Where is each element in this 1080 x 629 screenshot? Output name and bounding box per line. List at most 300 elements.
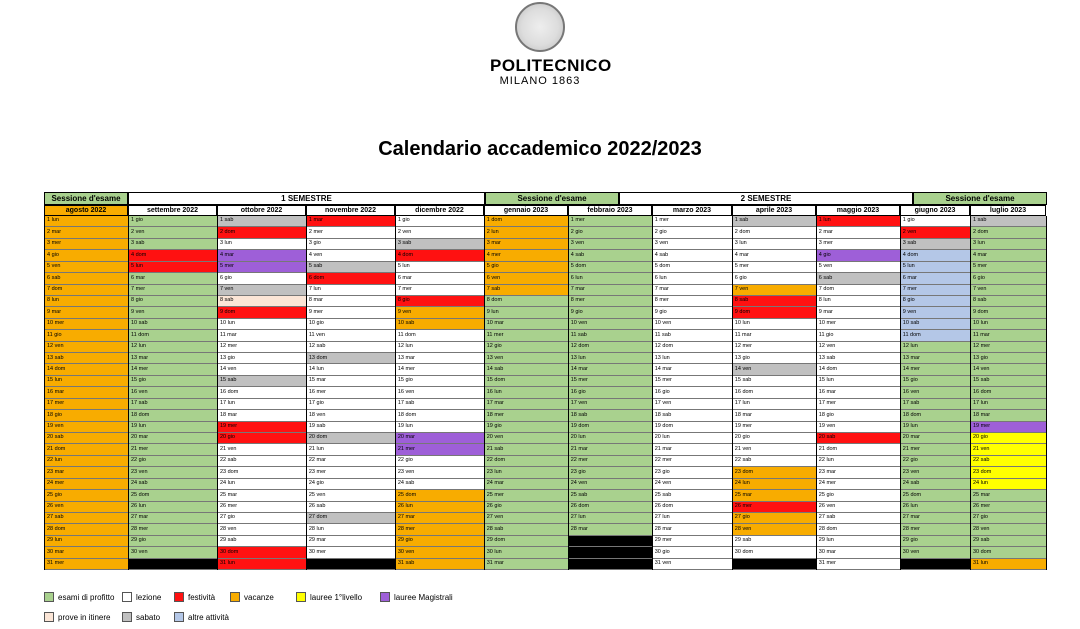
day-cell: 1 gio — [396, 216, 484, 227]
day-cell: 8 lun — [817, 296, 900, 307]
day-cell: 17 gio — [307, 399, 395, 410]
day-cell: 13 sab — [817, 353, 900, 364]
day-cell: 22 sab — [218, 456, 306, 467]
day-cell: 9 ven — [129, 307, 217, 318]
day-cell: 10 mar — [485, 319, 568, 330]
day-cell: 4 gio — [817, 250, 900, 261]
day-cell: 15 sab — [218, 376, 306, 387]
day-cell: 11 sab — [653, 330, 732, 341]
day-cell: 27 lun — [653, 513, 732, 524]
month-column — [306, 216, 395, 570]
day-cell: 10 lun — [971, 319, 1046, 330]
page-title: Calendario accademico 2022/2023 — [378, 138, 702, 160]
day-cell: 17 ven — [569, 399, 652, 410]
legend-swatch — [174, 612, 184, 622]
day-cell: 19 dom — [653, 422, 732, 433]
day-cell: 22 sab — [971, 456, 1046, 467]
day-cell: 12 mer — [971, 342, 1046, 353]
day-cell: 2 gio — [569, 227, 652, 238]
brand-name: POLITECNICO — [490, 56, 612, 75]
day-cell: 21 mer — [396, 444, 484, 455]
day-cell: 5 dom — [569, 262, 652, 273]
day-cell: 6 gio — [218, 273, 306, 284]
day-cell: 24 mer — [45, 479, 128, 490]
day-cell: 3 ven — [569, 239, 652, 250]
day-cell: 13 dom — [307, 353, 395, 364]
day-cell: 29 gio — [396, 536, 484, 547]
day-cell: 11 dom — [901, 330, 970, 341]
day-cell: 9 ven — [901, 307, 970, 318]
day-cell: 23 ven — [901, 467, 970, 478]
day-cell: 17 mar — [485, 399, 568, 410]
day-cell: 25 gio — [45, 490, 128, 501]
month-column — [395, 216, 484, 570]
day-cell: 11 dom — [396, 330, 484, 341]
day-cell: 24 lun — [733, 479, 816, 490]
day-cell: 19 sab — [307, 422, 395, 433]
day-cell: 11 mar — [971, 330, 1046, 341]
day-cell: 22 gio — [901, 456, 970, 467]
day-cell: 1 sab — [218, 216, 306, 227]
day-cell: 22 dom — [485, 456, 568, 467]
day-cell: 15 mer — [653, 376, 732, 387]
legend-swatch — [380, 592, 390, 602]
day-cell: 13 mar — [129, 353, 217, 364]
day-cell: 26 mer — [733, 502, 816, 513]
day-cell: 9 lun — [485, 307, 568, 318]
day-cell: 12 dom — [569, 342, 652, 353]
day-cell: 29 dom — [485, 536, 568, 547]
day-cell: 20 ven — [485, 433, 568, 444]
day-cell: 7 sab — [485, 285, 568, 296]
day-cell: 17 sab — [129, 399, 217, 410]
day-cell: 18 dom — [396, 410, 484, 421]
day-cell: 12 sab — [307, 342, 395, 353]
day-cell: 10 sab — [129, 319, 217, 330]
day-cell: 13 gio — [218, 353, 306, 364]
day-cell: 14 mer — [129, 364, 217, 375]
day-cell: 6 mar — [129, 273, 217, 284]
empty-cell — [733, 559, 816, 570]
day-cell: 13 gio — [733, 353, 816, 364]
day-cell: 18 mer — [485, 410, 568, 421]
day-cell: 8 sab — [733, 296, 816, 307]
day-cell: 10 sab — [396, 319, 484, 330]
day-cell: 23 dom — [218, 467, 306, 478]
day-cell: 4 mer — [485, 250, 568, 261]
day-cell: 4 sab — [653, 250, 732, 261]
day-cell: 9 mer — [307, 307, 395, 318]
day-cell: 29 mar — [307, 536, 395, 547]
day-cell: 5 ven — [45, 262, 128, 273]
legend-item — [296, 592, 362, 602]
day-cell: 1 gio — [129, 216, 217, 227]
day-cell: 28 ven — [971, 524, 1046, 535]
day-cell: 27 gio — [733, 513, 816, 524]
day-cell: 21 ven — [218, 444, 306, 455]
empty-cell — [569, 559, 652, 570]
day-cell: 15 gio — [396, 376, 484, 387]
day-cell: 21 mar — [569, 444, 652, 455]
legend-swatch — [230, 592, 240, 602]
day-cell: 15 lun — [45, 376, 128, 387]
day-cell: 24 mer — [817, 479, 900, 490]
day-cell: 22 mer — [653, 456, 732, 467]
day-cell: 19 mer — [971, 422, 1046, 433]
day-cell: 13 lun — [569, 353, 652, 364]
month-column — [217, 216, 306, 570]
day-cell: 10 mer — [45, 319, 128, 330]
day-cell: 13 ven — [485, 353, 568, 364]
day-cell: 2 ven — [396, 227, 484, 238]
day-cell: 17 lun — [733, 399, 816, 410]
month-column — [44, 216, 128, 570]
day-cell: 18 ven — [307, 410, 395, 421]
day-cell: 7 mar — [653, 285, 732, 296]
day-cell: 2 ven — [129, 227, 217, 238]
day-cell: 21 mar — [653, 444, 732, 455]
day-cell: 15 lun — [817, 376, 900, 387]
day-cell: 14 dom — [817, 364, 900, 375]
day-cell: 18 dom — [129, 410, 217, 421]
day-cell: 6 sab — [817, 273, 900, 284]
legend-item — [44, 612, 110, 622]
day-cell: 21 sab — [485, 444, 568, 455]
day-cell: 14 lun — [307, 364, 395, 375]
day-cell: 10 gio — [307, 319, 395, 330]
day-cell: 4 dom — [901, 250, 970, 261]
day-cell: 23 mer — [307, 467, 395, 478]
day-cell: 9 mar — [817, 307, 900, 318]
day-cell: 7 mar — [569, 285, 652, 296]
day-cell: 25 sab — [569, 490, 652, 501]
legend-label: vacanze — [244, 592, 274, 602]
legend-label: prove in itinere — [58, 612, 111, 622]
day-cell: 21 dom — [817, 444, 900, 455]
day-cell: 4 sab — [569, 250, 652, 261]
day-cell: 22 mar — [307, 456, 395, 467]
day-cell: 16 gio — [569, 387, 652, 398]
month-header: luglio 2023 — [970, 205, 1046, 216]
day-cell: 12 lun — [129, 342, 217, 353]
day-cell: 9 ven — [396, 307, 484, 318]
day-cell: 13 sab — [45, 353, 128, 364]
day-cell: 10 lun — [733, 319, 816, 330]
day-cell: 7 lun — [307, 285, 395, 296]
day-cell: 15 mar — [307, 376, 395, 387]
day-cell: 22 lun — [817, 456, 900, 467]
month-column — [900, 216, 970, 570]
day-cell: 25 gio — [817, 490, 900, 501]
legend-label: festività — [188, 592, 216, 602]
day-cell: 25 mar — [733, 490, 816, 501]
day-cell: 29 lun — [45, 536, 128, 547]
day-cell: 17 mer — [45, 399, 128, 410]
day-cell: 12 lun — [901, 342, 970, 353]
day-cell: 7 mer — [396, 285, 484, 296]
day-cell: 25 mer — [485, 490, 568, 501]
day-cell: 6 lun — [653, 273, 732, 284]
day-cell: 3 ven — [653, 239, 732, 250]
day-cell: 1 gio — [901, 216, 970, 227]
day-cell: 8 dom — [485, 296, 568, 307]
legend-label: lauree Magistrali — [394, 592, 453, 602]
day-cell: 24 sab — [396, 479, 484, 490]
day-cell: 17 sab — [901, 399, 970, 410]
day-cell: 22 sab — [733, 456, 816, 467]
legend-swatch — [44, 612, 54, 622]
day-cell: 28 dom — [45, 524, 128, 535]
month-column — [970, 216, 1047, 570]
day-cell: 12 mer — [218, 342, 306, 353]
day-cell: 25 sab — [653, 490, 732, 501]
day-cell: 14 mar — [569, 364, 652, 375]
day-cell: 31 sab — [396, 559, 484, 570]
day-cell: 16 gio — [653, 387, 732, 398]
day-cell: 16 mar — [45, 387, 128, 398]
semester-header-row — [44, 192, 1047, 205]
legend-swatch — [174, 592, 184, 602]
legend-item — [122, 612, 160, 622]
day-cell: 26 ven — [817, 502, 900, 513]
legend-swatch — [296, 592, 306, 602]
day-cell: 6 mar — [901, 273, 970, 284]
day-cell: 8 gio — [396, 296, 484, 307]
empty-cell — [307, 559, 395, 570]
day-cell: 24 lun — [971, 479, 1046, 490]
day-cell: 26 dom — [569, 502, 652, 513]
empty-cell — [569, 547, 652, 558]
day-cell: 14 dom — [45, 364, 128, 375]
day-cell: 4 mar — [733, 250, 816, 261]
day-cell: 5 sab — [307, 262, 395, 273]
day-cell: 8 lun — [45, 296, 128, 307]
day-cell: 13 lun — [653, 353, 732, 364]
legend-label: esami di profitto — [58, 592, 115, 602]
semester-2-header: 2 SEMESTRE — [619, 192, 913, 205]
month-column — [732, 216, 816, 570]
day-cell: 26 mer — [218, 502, 306, 513]
day-cell: 2 mar — [45, 227, 128, 238]
day-cell: 2 dom — [971, 227, 1046, 238]
day-cell: 27 sab — [817, 513, 900, 524]
day-cell: 14 ven — [218, 364, 306, 375]
day-cell: 27 mar — [901, 513, 970, 524]
day-cell: 1 mer — [569, 216, 652, 227]
day-cell: 12 mer — [733, 342, 816, 353]
day-cell: 4 mar — [971, 250, 1046, 261]
day-cell: 10 lun — [218, 319, 306, 330]
day-cell: 6 gio — [733, 273, 816, 284]
day-cell: 23 mar — [45, 467, 128, 478]
day-cell: 30 ven — [901, 547, 970, 558]
day-cell: 24 gio — [307, 479, 395, 490]
day-cell: 16 lun — [485, 387, 568, 398]
day-cell: 25 mar — [971, 490, 1046, 501]
day-cell: 3 mer — [817, 239, 900, 250]
day-cell: 13 mar — [396, 353, 484, 364]
day-cell: 30 gio — [653, 547, 732, 558]
day-cell: 29 gio — [901, 536, 970, 547]
day-cell: 11 gio — [45, 330, 128, 341]
day-cell: 7 dom — [45, 285, 128, 296]
day-cell: 5 ven — [817, 262, 900, 273]
brand-subtitle: MILANO 1863 — [499, 75, 581, 87]
legend-item — [380, 592, 453, 602]
day-cell: 24 sab — [901, 479, 970, 490]
day-cell: 1 lun — [45, 216, 128, 227]
day-cell: 13 mar — [901, 353, 970, 364]
day-cell: 30 mar — [45, 547, 128, 558]
day-cell: 2 dom — [733, 227, 816, 238]
day-cell: 17 ven — [653, 399, 732, 410]
day-cell: 19 lun — [396, 422, 484, 433]
day-cell: 6 mar — [396, 273, 484, 284]
day-cell: 17 sab — [396, 399, 484, 410]
day-cell: 24 mar — [485, 479, 568, 490]
day-cell: 28 sab — [485, 524, 568, 535]
day-cell: 29 mer — [653, 536, 732, 547]
day-cell: 8 gio — [901, 296, 970, 307]
legend-swatch — [44, 592, 54, 602]
day-cell: 14 mer — [901, 364, 970, 375]
legend-label: lezione — [136, 592, 162, 602]
day-cell: 30 mar — [817, 547, 900, 558]
day-cell: 6 gio — [971, 273, 1046, 284]
day-cell: 4 gio — [45, 250, 128, 261]
day-cell: 16 dom — [733, 387, 816, 398]
day-cell: 18 dom — [901, 410, 970, 421]
day-cell: 23 mar — [817, 467, 900, 478]
month-header: dicembre 2022 — [395, 205, 484, 216]
day-cell: 25 ven — [307, 490, 395, 501]
day-cell: 10 ven — [569, 319, 652, 330]
day-cell: 30 mer — [307, 547, 395, 558]
day-cell: 23 gio — [569, 467, 652, 478]
day-cell: 30 lun — [485, 547, 568, 558]
day-cell: 5 mer — [971, 262, 1046, 273]
day-cell: 8 mer — [653, 296, 732, 307]
day-cell: 28 mar — [569, 524, 652, 535]
day-cell: 9 gio — [569, 307, 652, 318]
day-cell: 22 gio — [129, 456, 217, 467]
day-cell: 10 mer — [817, 319, 900, 330]
day-cell: 24 ven — [569, 479, 652, 490]
day-cell: 23 dom — [971, 467, 1046, 478]
day-cell: 27 gio — [971, 513, 1046, 524]
calendar-grid — [44, 216, 1047, 570]
day-cell: 11 mar — [733, 330, 816, 341]
month-header: settembre 2022 — [128, 205, 217, 216]
day-cell: 5 lun — [396, 262, 484, 273]
day-cell: 30 dom — [971, 547, 1046, 558]
day-cell: 24 ven — [653, 479, 732, 490]
day-cell: 19 ven — [45, 422, 128, 433]
day-cell: 21 ven — [971, 444, 1046, 455]
day-cell: 31 lun — [971, 559, 1046, 570]
day-cell: 3 sab — [396, 239, 484, 250]
day-cell: 28 mer — [901, 524, 970, 535]
day-cell: 18 sab — [569, 410, 652, 421]
day-cell: 15 gio — [129, 376, 217, 387]
day-cell: 16 ven — [901, 387, 970, 398]
day-cell: 2 mar — [817, 227, 900, 238]
day-cell: 3 mar — [485, 239, 568, 250]
legend-item — [122, 592, 161, 602]
day-cell: 19 mer — [733, 422, 816, 433]
legend-item — [230, 592, 274, 602]
day-cell: 1 sab — [733, 216, 816, 227]
day-cell: 8 sab — [971, 296, 1046, 307]
day-cell: 9 mar — [45, 307, 128, 318]
day-cell: 23 ven — [129, 467, 217, 478]
day-cell: 5 mer — [733, 262, 816, 273]
day-cell: 3 lun — [218, 239, 306, 250]
day-cell: 15 sab — [733, 376, 816, 387]
day-cell: 7 dom — [817, 285, 900, 296]
day-cell: 21 mer — [901, 444, 970, 455]
month-header-row — [44, 205, 1047, 216]
day-cell: 16 dom — [971, 387, 1046, 398]
day-cell: 16 ven — [396, 387, 484, 398]
day-cell: 7 mer — [901, 285, 970, 296]
month-header: febbraio 2023 — [568, 205, 652, 216]
day-cell: 19 lun — [129, 422, 217, 433]
day-cell: 18 mar — [971, 410, 1046, 421]
day-cell: 16 mar — [817, 387, 900, 398]
legend-swatch — [122, 612, 132, 622]
day-cell: 20 sab — [817, 433, 900, 444]
day-cell: 1 sab — [971, 216, 1046, 227]
day-cell: 26 sab — [307, 502, 395, 513]
day-cell: 16 mer — [307, 387, 395, 398]
day-cell: 5 dom — [653, 262, 732, 273]
month-header: gennaio 2023 — [484, 205, 568, 216]
day-cell: 11 sab — [569, 330, 652, 341]
day-cell: 12 ven — [45, 342, 128, 353]
legend-label: sabato — [136, 612, 161, 622]
day-cell: 3 mer — [45, 239, 128, 250]
day-cell: 12 ven — [817, 342, 900, 353]
day-cell: 20 gio — [218, 433, 306, 444]
day-cell: 30 ven — [129, 547, 217, 558]
day-cell: 5 lun — [129, 262, 217, 273]
day-cell: 1 mar — [307, 216, 395, 227]
day-cell: 28 mer — [129, 524, 217, 535]
day-cell: 28 ven — [733, 524, 816, 535]
politecnico-logo — [490, 2, 612, 87]
day-cell: 31 mer — [817, 559, 900, 570]
exam-session-header: Sessione d'esame — [913, 192, 1047, 205]
day-cell: 8 mer — [569, 296, 652, 307]
day-cell: 2 mer — [307, 227, 395, 238]
day-cell: 19 ven — [817, 422, 900, 433]
day-cell: 12 dom — [653, 342, 732, 353]
month-header: maggio 2023 — [816, 205, 900, 216]
day-cell: 3 lun — [971, 239, 1046, 250]
day-cell: 27 mar — [396, 513, 484, 524]
day-cell: 15 mer — [569, 376, 652, 387]
day-cell: 1 mer — [653, 216, 732, 227]
day-cell: 18 sab — [653, 410, 732, 421]
day-cell: 5 gio — [485, 262, 568, 273]
day-cell: 5 lun — [901, 262, 970, 273]
day-cell: 30 dom — [733, 547, 816, 558]
day-cell: 2 gio — [653, 227, 732, 238]
day-cell: 17 lun — [971, 399, 1046, 410]
month-header: novembre 2022 — [306, 205, 395, 216]
day-cell: 11 mer — [485, 330, 568, 341]
